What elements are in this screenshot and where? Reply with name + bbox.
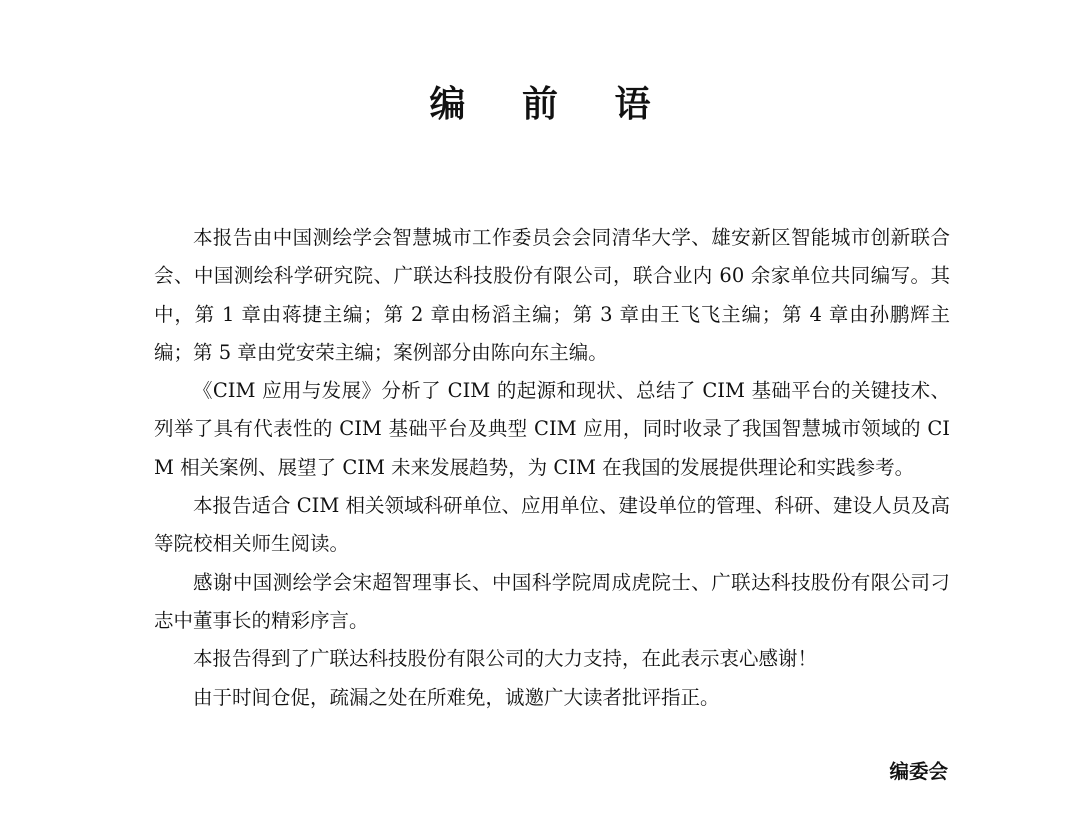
paragraph-authorship: 本报告由中国测绘学会智慧城市工作委员会会同清华大学、雄安新区智能城市创新联合会、中国测绘科学研究院、广联达科技股份有限公司，联合业内 60 余家单位共同编写。其中，第 1 章由蒋捷主编；第 2 章由杨滔主编；第 3 章由王飞飞主编；第 4 章由孙鹏辉主编；第 5 章由党安荣主编；案例部分由陈向东主编。 [154, 226, 950, 364]
page-title: 编 前 语 [429, 83, 673, 126]
paragraph-audience: 本报告适合 CIM 相关领域科研单位、应用单位、建设单位的管理、科研、建设人员及高等院校相关师生阅读。 [154, 494, 950, 556]
paragraph-closing: 由于时间仓促，疏漏之处在所难免，诚邀广大读者批评指正。 [193, 685, 720, 709]
paragraph-summary: 《CIM 应用与发展》分析了 CIM 的起源和现状、总结了 CIM 基础平台的关键技术、列举了具有代表性的 CIM 基础平台及典型 CIM 应用，同时收录了我国智慧城市领域的 CIM 相关案例、展望了 CIM 未来发展趋势，为 CIM 在我国的发展提供理论和实践参考。 [154, 379, 950, 479]
paragraph-acknowledgement-preface: 感谢中国测绘学会宋超智理事长、中国科学院周成虎院士、广联达科技股份有限公司刁志中董事长的精彩序言。 [154, 570, 950, 632]
paragraph-acknowledgement-support: 本报告得到了广联达科技股份有限公司的大力支持，在此表示衷心感谢！ [193, 647, 818, 671]
signature: 编委会 [889, 760, 948, 783]
preface-body [154, 219, 950, 717]
